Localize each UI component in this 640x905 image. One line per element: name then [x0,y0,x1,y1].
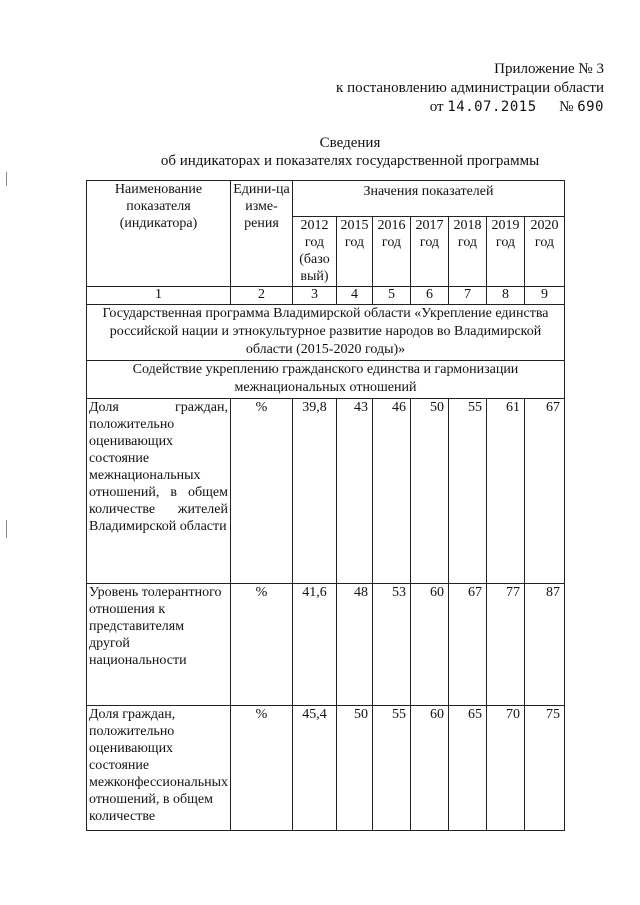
resolution-number: 690 [577,99,604,115]
section-title: Содействие укреплению гражданского единства и гармонизации межнациональных отношений [87,361,565,399]
indicator-value: 77 [486,584,524,706]
scan-artifact-mark [6,520,7,538]
indicator-unit: % [230,399,292,584]
indicator-name: Доля граждан, положительно оценивающих состояние межконфессиональных отношений, в общем количестве [87,706,231,831]
number-label: № [559,99,574,115]
indicators-table [86,180,565,831]
column-number: 4 [336,287,372,305]
indicator-value: 55 [372,706,410,831]
column-number: 3 [292,287,336,305]
indicator-value: 39,8 [292,399,336,584]
heading-line-1: Сведения [319,135,381,151]
header-indicator-name: Наименование показателя (индикатора) [87,181,231,287]
column-number: 1 [87,287,231,305]
indicator-unit: % [230,584,292,706]
header-unit: Едини-ца изме-рения [230,181,292,287]
indicator-value: 60 [410,584,448,706]
indicator-name: Доля граждан, положительно оценивающих состояние межнациональных отношений, в общем количестве жителей Владимирской области [87,399,231,584]
indicator-unit: % [230,706,292,831]
section-title-row [87,361,565,399]
indicator-value: 50 [410,399,448,584]
indicator-value: 60 [410,706,448,831]
header-year-2018: 2018 год [448,217,486,287]
from-label: от [429,99,444,115]
indicator-value: 53 [372,584,410,706]
column-number: 7 [448,287,486,305]
appendix-title: Приложение № 3 [494,61,604,77]
heading-line-2: об индикаторах и показателях государственной программы [160,153,540,169]
header-year-2017: 2017 год [410,217,448,287]
column-number: 5 [372,287,410,305]
program-title-row [87,305,565,361]
indicator-value: 50 [336,706,372,831]
indicator-value: 48 [336,584,372,706]
indicator-value: 67 [448,584,486,706]
indicator-value: 55 [448,399,486,584]
indicator-name: Уровень толерантного отношения к представителям другой национальности [87,584,231,706]
indicator-value: 46 [372,399,410,584]
appendix-block [336,60,604,117]
column-number: 6 [410,287,448,305]
header-year-2012: 2012 год (базо вый) [292,217,336,287]
table-row [87,399,565,584]
resolution-date: 14.07.2015 [447,99,537,115]
indicator-value: 87 [524,584,564,706]
resolution-line: к постановлению администрации области [336,80,604,96]
table-row [87,706,565,831]
column-number: 8 [486,287,524,305]
program-title: Государственная программа Владимирской области «Укрепление единства российской нации и этнокультурное развитие народов во Владимирской области (2015-2020 годы)» [87,305,565,361]
column-number: 9 [524,287,564,305]
table-row [87,584,565,706]
indicator-value: 70 [486,706,524,831]
column-number: 2 [230,287,292,305]
header-year-2019: 2019 год [486,217,524,287]
header-year-2016: 2016 год [372,217,410,287]
indicator-value: 45,4 [292,706,336,831]
indicator-value: 65 [448,706,486,831]
indicator-value: 41,6 [292,584,336,706]
document-heading [140,134,560,170]
indicator-value: 75 [524,706,564,831]
indicator-value: 43 [336,399,372,584]
scan-artifact-mark [6,172,7,186]
date-number-line [336,98,604,117]
header-year-2015: 2015 год [336,217,372,287]
header-values: Значения показателей [292,181,564,217]
indicator-value: 67 [524,399,564,584]
header-year-2020: 2020 год [524,217,564,287]
column-number-row [87,287,565,305]
indicator-value: 61 [486,399,524,584]
